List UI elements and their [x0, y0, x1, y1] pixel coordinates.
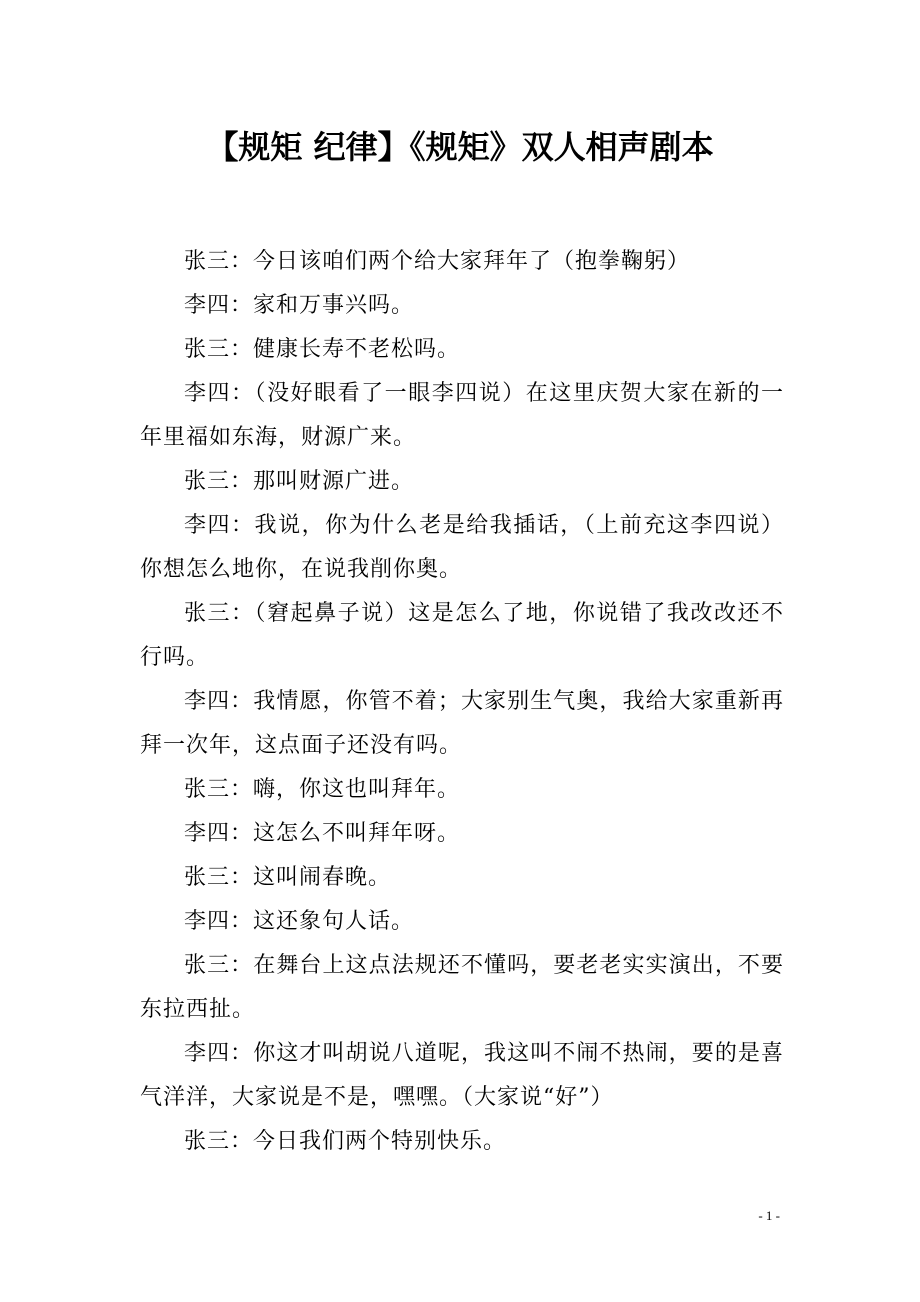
dialogue-line: 张三：今日该咱们两个给大家拜年了（抱拳鞠躬）: [184, 249, 691, 274]
page-title: 【规矩 纪律】《规矩》双人相声剧本: [206, 128, 714, 166]
dialogue-line: 李四：家和万事兴吗。: [184, 293, 415, 318]
script-body: [140, 240, 784, 1164]
dialogue-line: 张三：（窘起鼻子说）这是怎么了地，你说错了我改改还不行吗。: [140, 601, 784, 670]
dialogue-line: 李四：（没好眼看了一眼李四说）在这里庆贺大家在新的一年里福如东海，财源广来。: [140, 381, 784, 450]
dialogue-line: 李四：我情愿，你管不着；大家别生气奥，我给大家重新再拜一次年，这点面子还没有吗。: [140, 689, 784, 758]
dialogue-line: 李四：这怎么不叫拜年呀。: [184, 821, 461, 846]
dialogue-line: 张三：嗨，你这也叫拜年。: [184, 777, 461, 802]
dialogue-line: 张三：这叫闹春晚。: [184, 865, 392, 890]
dialogue-line: 张三：在舞台上这点法规还不懂吗，要老老实实演出，不要东拉西扯。: [140, 953, 784, 1022]
dialogue-line: 张三：那叫财源广进。: [184, 469, 415, 494]
dialogue-line: 张三：今日我们两个特别快乐。: [184, 1129, 507, 1154]
dialogue-line: 李四：我说，你为什么老是给我插话，（上前充这李四说）你想怎么地你，在说我削你奥。: [140, 513, 784, 582]
page-number: - 1 -: [758, 1208, 780, 1223]
dialogue-line: 李四：这还象句人话。: [184, 909, 415, 934]
dialogue-line: 李四：你这才叫胡说八道呢，我这叫不闹不热闹，要的是喜气洋洋，大家说是不是，嘿嘿。（大家说“好”）: [140, 1041, 784, 1110]
dialogue-line: 张三：健康长寿不老松吗。: [184, 337, 461, 362]
